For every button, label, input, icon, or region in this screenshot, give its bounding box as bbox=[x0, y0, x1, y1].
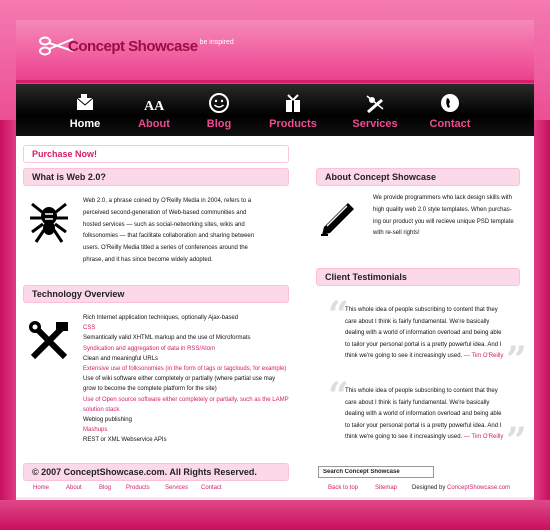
testimonial-line: dealing with a world of information overload and being able bbox=[345, 330, 502, 337]
testimonial-line: to tailor your personal portal is a pretty powerful idea. And I bbox=[345, 341, 502, 348]
testimonial-line: think we're going to see it increasingly used. bbox=[345, 434, 463, 441]
nav-label-services: Services bbox=[352, 118, 398, 130]
logo-tagline: be inspired bbox=[199, 39, 234, 46]
nav-label-home: Home bbox=[69, 118, 101, 130]
testimonial bbox=[345, 305, 520, 363]
tools-icon bbox=[28, 320, 70, 362]
nav-item-services[interactable] bbox=[339, 92, 411, 136]
quote-close-icon: ” bbox=[506, 339, 527, 381]
testimonial bbox=[345, 386, 520, 444]
testimonial-line: dealing with a world of information overload and being able bbox=[345, 411, 502, 418]
header-divider bbox=[16, 80, 534, 83]
section-heading-about: About Concept Showcase bbox=[316, 168, 520, 186]
gift-icon bbox=[282, 92, 304, 114]
tech-item-link[interactable]: solution stack bbox=[83, 406, 120, 413]
nav-label-contact: Contact bbox=[429, 118, 471, 130]
page-background-right bbox=[534, 120, 550, 530]
text-aa-icon bbox=[143, 92, 165, 114]
site-logo[interactable] bbox=[38, 28, 234, 58]
page-background-left bbox=[0, 120, 16, 530]
testimonial-line: think we're going to see it increasingly used. bbox=[345, 353, 463, 360]
tech-item: Semantically valid XHTML markup and the use of Microformats bbox=[83, 335, 251, 342]
quote-open-icon: “ bbox=[328, 294, 349, 336]
copyright-text: © 2007 ConceptShowcase.com. All Rights Reserved. bbox=[23, 463, 289, 481]
about-line: high quality web 2.0 style templates. When purchas- bbox=[373, 206, 512, 213]
tech-item: Clean and meaningful URLs bbox=[83, 355, 159, 362]
testimonial-line-last bbox=[345, 432, 520, 444]
nav-label-blog: Blog bbox=[206, 118, 232, 130]
testimonial-line: This whole idea of people subscribing to content that they bbox=[345, 307, 498, 313]
tech-item: Weblog publishing bbox=[83, 417, 132, 424]
testimonial-line-last bbox=[345, 351, 520, 363]
designed-by bbox=[412, 485, 510, 491]
tech-item-link[interactable]: Use of Open source software either completely or partially, such as the LAMP bbox=[83, 396, 289, 403]
web20-line: hosted services — such as social-networking sites, wikis and bbox=[83, 221, 245, 228]
footer-link-services[interactable]: Services bbox=[165, 485, 189, 491]
tech-item-link[interactable]: Syndication and aggregation of data in RSS/Atom bbox=[83, 345, 216, 352]
testimonial-line: to tailor your personal portal is a pretty powerful idea. And I bbox=[345, 422, 502, 429]
footer-link-about[interactable]: About bbox=[66, 485, 82, 491]
page-background-bottom bbox=[0, 500, 550, 530]
sitemap-link[interactable]: Sitemap bbox=[375, 485, 398, 491]
tech-item-link[interactable]: Extensive use of folksonomies (in the form of tags or tagclouds, for example) bbox=[83, 366, 287, 373]
testimonial-line: This whole idea of people subscribing to content that they bbox=[345, 388, 498, 394]
web20-line: Web 2.0, a phrase coined by O'Reilly Media in 2004, refers to a bbox=[83, 198, 252, 204]
footer-divider bbox=[16, 497, 534, 500]
tech-item: Rich Internet application techniques, optionally Ajax-based bbox=[83, 315, 239, 321]
smiley-icon bbox=[208, 92, 230, 114]
quote-open-icon: “ bbox=[328, 375, 349, 417]
tech-item: grow to become the complete platform for the site) bbox=[83, 386, 217, 393]
section-heading-tech: Technology Overview bbox=[23, 285, 289, 303]
web20-line: folksonomies — that facilitate collaboration and sharing between bbox=[83, 233, 255, 240]
purchase-now-link[interactable]: Purchase Now! bbox=[23, 145, 289, 163]
designer-link[interactable]: ConceptShowcase.com bbox=[447, 485, 511, 491]
testimonial-author[interactable]: — Tim O'Reilly bbox=[463, 434, 504, 441]
web20-line: users. O'Reilly Media titled a series of conferences around the bbox=[83, 245, 248, 252]
web20-line: phrase, and it has since become widely adopted. bbox=[83, 256, 213, 263]
spider-icon bbox=[28, 202, 70, 244]
nav-item-contact[interactable] bbox=[414, 92, 486, 136]
satellite-icon bbox=[364, 92, 386, 114]
testimonial-line: care about I think is fairly fundamental. We're basically bbox=[345, 318, 490, 325]
phone-icon bbox=[439, 92, 461, 114]
section-heading-web20: What is Web 2.0? bbox=[23, 168, 289, 186]
mail-icon bbox=[74, 92, 96, 114]
tech-item-link[interactable]: CSS bbox=[83, 325, 96, 332]
testimonial-line: care about I think is fairly fundamental. We're basically bbox=[345, 399, 490, 406]
footer-link-home[interactable]: Home bbox=[33, 485, 50, 491]
footer-link-products[interactable]: Products bbox=[126, 485, 150, 491]
about-line: ing our product you will recieve unique PSD template bbox=[373, 218, 514, 225]
tech-item: REST or XML Webservice APIs bbox=[83, 437, 167, 444]
technology-list bbox=[83, 313, 323, 446]
about-line: with re-sell rights! bbox=[373, 230, 420, 237]
tech-item-link[interactable]: Mashups bbox=[83, 427, 108, 434]
nav-item-products[interactable] bbox=[257, 92, 329, 136]
footer-link-blog[interactable]: Blog bbox=[99, 485, 112, 491]
svg-text:AA: AA bbox=[144, 99, 165, 114]
about-description bbox=[373, 193, 533, 240]
testimonial-author[interactable]: — Tim O'Reilly bbox=[463, 353, 504, 360]
logo-text: Concept Showcase bbox=[68, 38, 198, 55]
nav-item-about[interactable] bbox=[118, 92, 190, 136]
nav-item-blog[interactable] bbox=[183, 92, 255, 136]
footer-link-contact[interactable]: Contact bbox=[201, 485, 222, 491]
about-line: We provide programmers who lack design skills with bbox=[373, 195, 512, 201]
back-to-top-link[interactable]: Back to top bbox=[328, 485, 359, 491]
quote-close-icon: ” bbox=[506, 420, 527, 462]
pencil-icon bbox=[318, 197, 358, 237]
nav-label-about: About bbox=[138, 118, 170, 130]
tech-item: Use of wiki software either completely or partially (where partial use may bbox=[83, 376, 276, 383]
nav-label-products: Products bbox=[269, 118, 317, 130]
search-input[interactable] bbox=[318, 466, 434, 478]
web20-description bbox=[83, 196, 293, 267]
nav-item-home[interactable] bbox=[49, 92, 121, 136]
web20-line: perceived second-generation of Web-based communities and bbox=[83, 209, 247, 216]
designed-prefix: Designed by bbox=[412, 485, 446, 491]
section-heading-testimonials: Client Testimonials bbox=[316, 268, 520, 286]
